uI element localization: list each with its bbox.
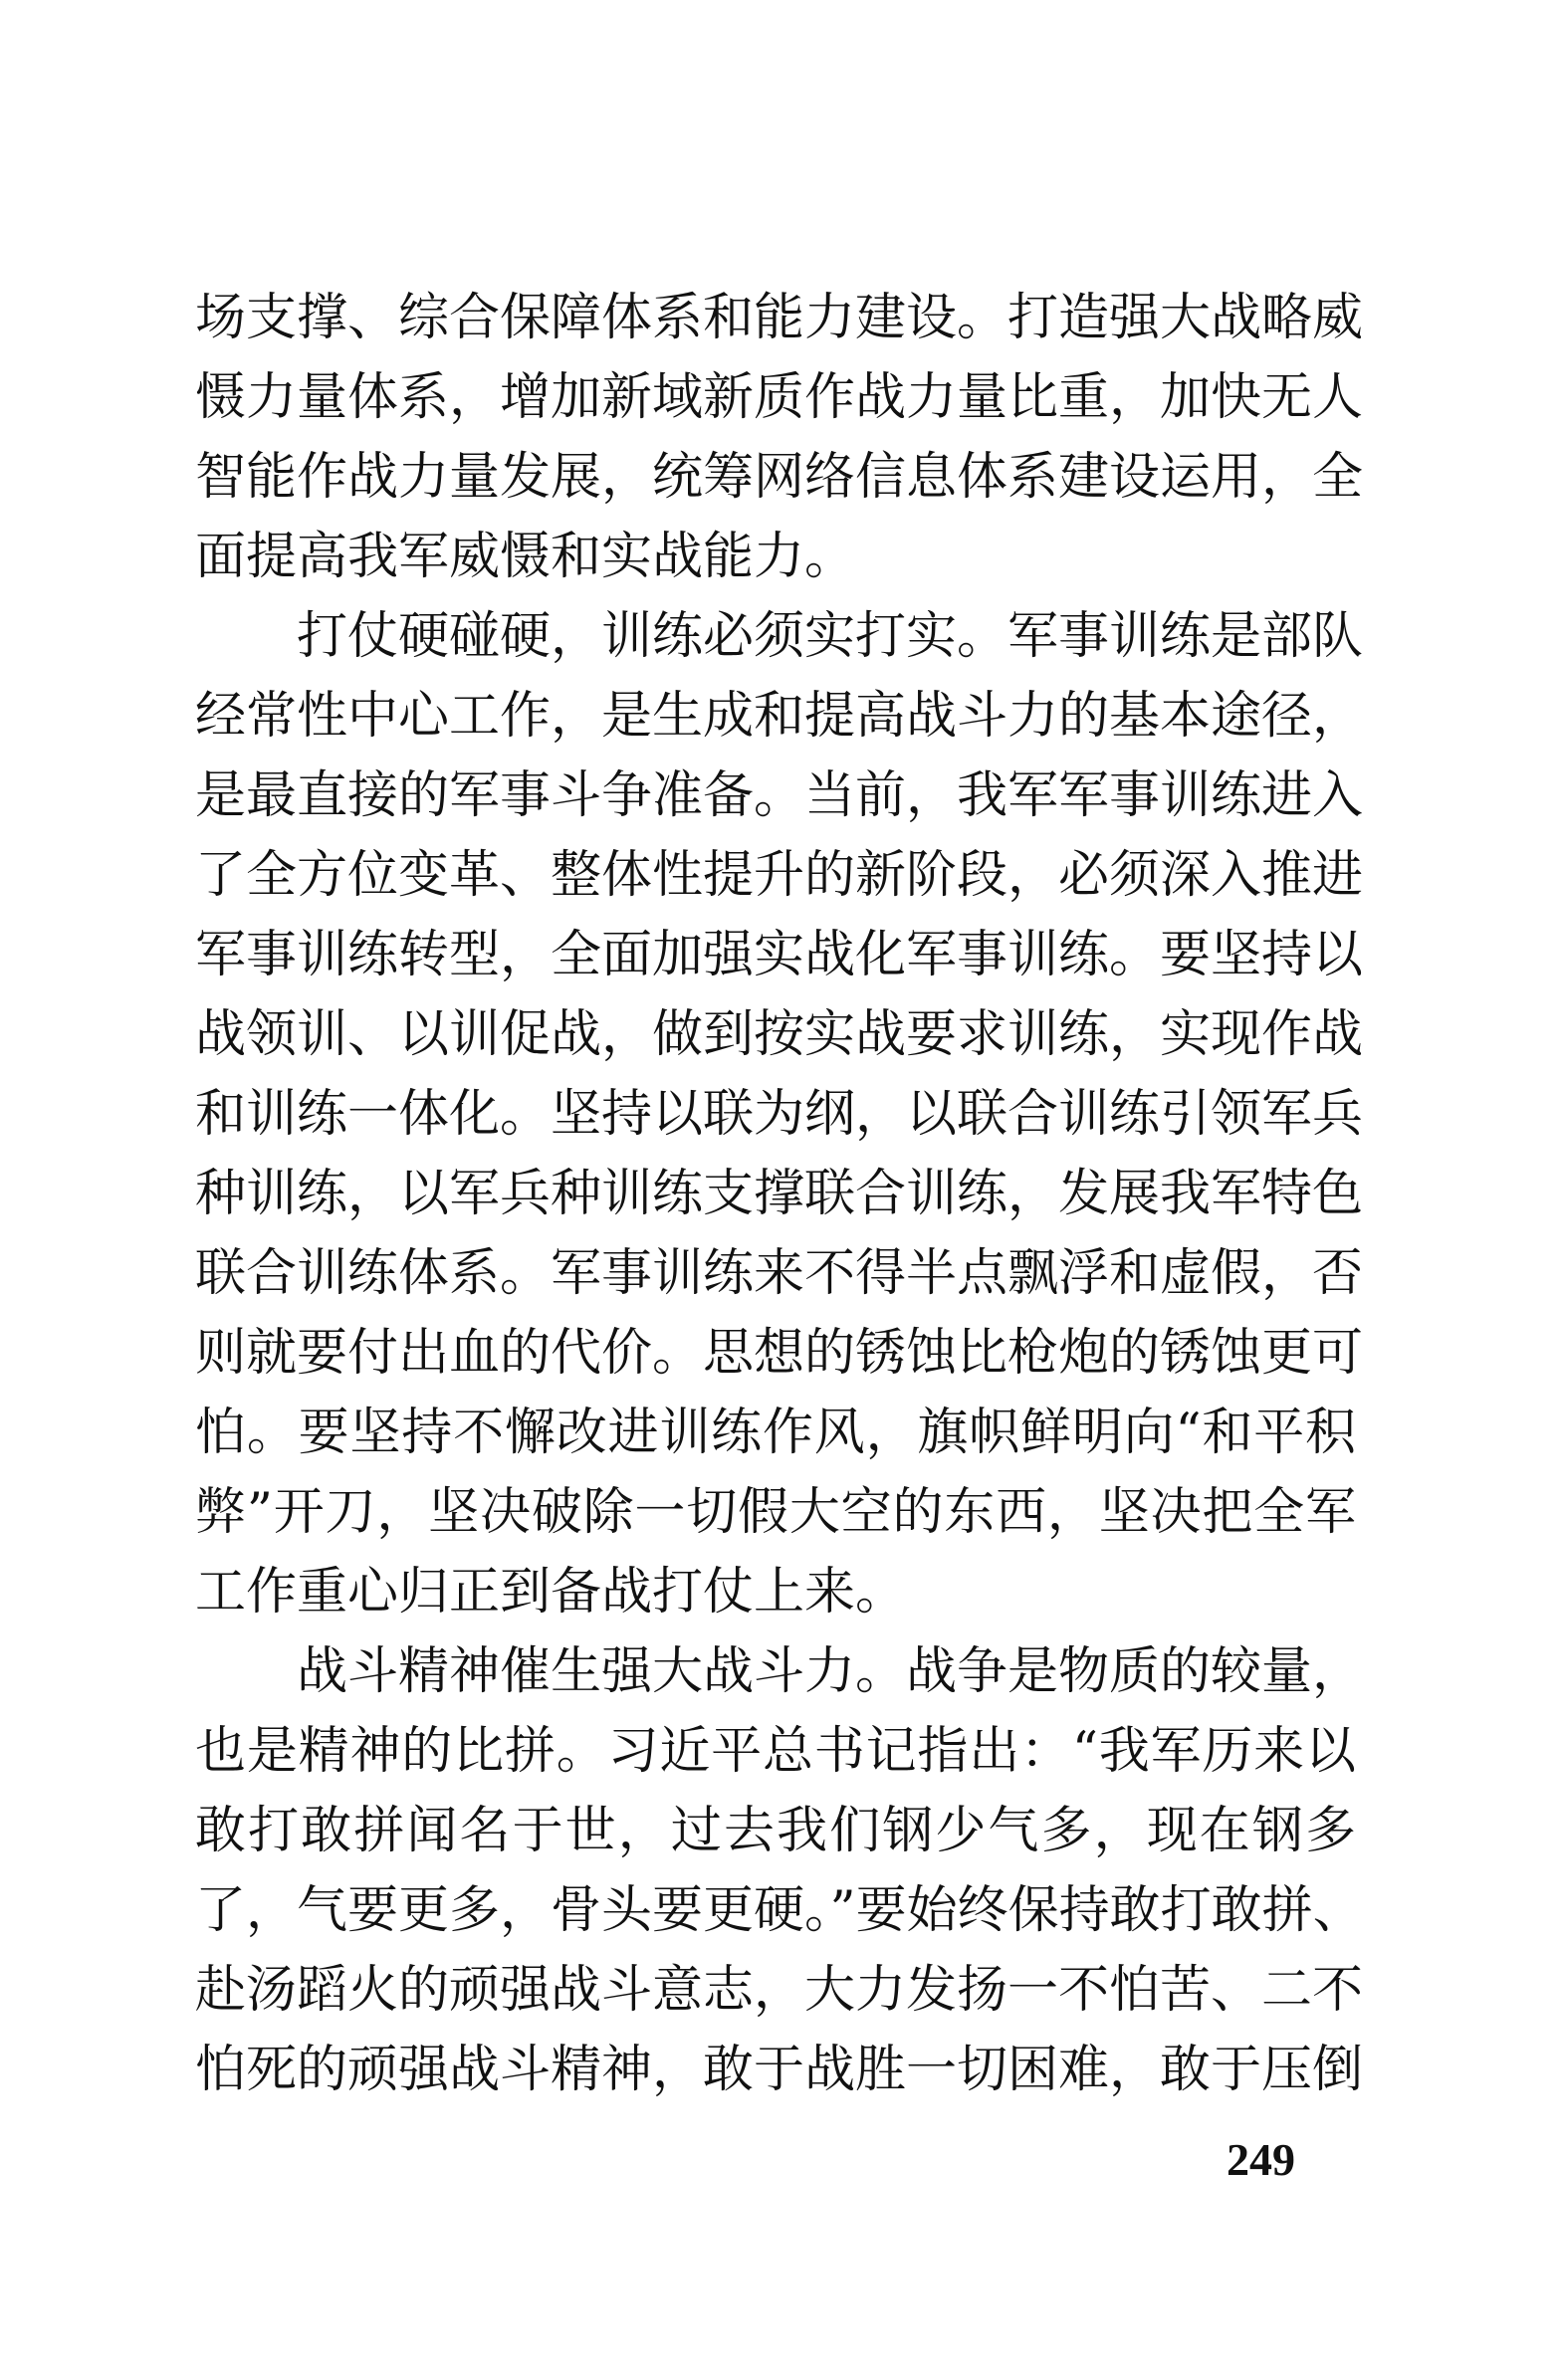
text-line: 了全方位变革、整体性提升的新阶段，必须深入推进 xyxy=(195,846,1364,905)
text-line: 面提高我军威慑和实战能力。 xyxy=(195,528,856,586)
text-line: 战领训、以训促战，做到按实战要求训练，实现作战 xyxy=(195,1005,1364,1064)
text-line: 敢打敢拼闻名于世，过去我们钢少气多，现在钢多 xyxy=(195,1802,1356,1860)
text-line: 经常性中心工作，是生成和提高战斗力的基本途径， xyxy=(195,687,1364,746)
text-line: 军事训练转型，全面加强实战化军事训练。要坚持以 xyxy=(195,926,1364,984)
paragraph xyxy=(195,597,1364,1632)
text-line: 慑力量体系，增加新域新质作战力量比重，加快无人 xyxy=(195,368,1364,427)
text-line: 怕。要坚持不懈改进训练作风，旗帜鲜明向“和平积 xyxy=(195,1404,1356,1462)
text-line: 智能作战力量发展，统筹网络信息体系建设运用，全 xyxy=(195,448,1364,507)
text-line: 是最直接的军事斗争准备。当前，我军军事训练进入 xyxy=(195,766,1364,825)
text-line: 也是精神的比拼。习近平总书记指出：“我军历来以 xyxy=(195,1722,1356,1781)
text-line: 弊”开刀，坚决破除一切假大空的东西，坚决把全军 xyxy=(195,1483,1356,1542)
paragraph xyxy=(195,279,1364,597)
text-line: 怕死的顽强战斗精神，敢于战胜一切困难，敢于压倒 xyxy=(195,2041,1364,2099)
text-line: 工作重心归正到备战打仗上来。 xyxy=(195,1563,907,1622)
paragraph xyxy=(195,1632,1364,2110)
text-line: 场支撑、综合保障体系和能力建设。打造强大战略威 xyxy=(195,289,1364,347)
text-line: 赴汤蹈火的顽强战斗意志，大力发扬一不怕苦、二不 xyxy=(195,1961,1364,2020)
text-line: 种训练，以军兵种训练支撑联合训练，发展我军特色 xyxy=(195,1165,1364,1223)
text-line: 联合训练体系。军事训练来不得半点飘浮和虚假，否 xyxy=(195,1244,1364,1303)
text-line: 则就要付出血的代价。思想的锈蚀比枪炮的锈蚀更可 xyxy=(195,1324,1364,1383)
page-number: 249 xyxy=(1227,2134,1295,2185)
body-text xyxy=(195,279,1364,2110)
text-line: 和训练一体化。坚持以联为纲，以联合训练引领军兵 xyxy=(195,1085,1364,1144)
text-line: 战斗精神催生强大战斗力。战争是物质的较量， xyxy=(297,1642,1364,1701)
text-line: 打仗硬碰硬，训练必须实打实。军事训练是部队 xyxy=(297,607,1364,666)
text-line: 了，气要更多，骨头要更硬。”要始终保持敢打敢拼、 xyxy=(195,1881,1364,1940)
